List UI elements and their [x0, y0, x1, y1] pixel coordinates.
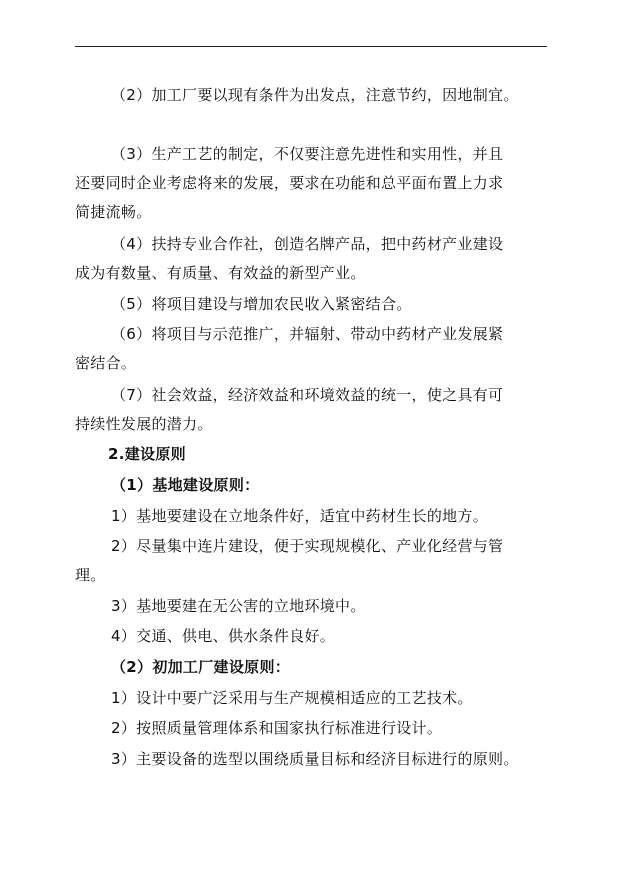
section-heading-construction-principles: 2.建设原则 [108, 445, 186, 463]
base-rule-2-line-1: 2）尽量集中连片建设，便于实现规模化、产业化经营与管 [111, 537, 504, 555]
paragraph-item-3-line-3: 简捷流畅。 [75, 203, 152, 221]
paragraph-item-4-line-2: 成为有数量、有质量、有效益的新型产业。 [75, 264, 366, 282]
subheading-base-principles: （1）基地建设原则： [111, 476, 260, 494]
paragraph-item-7-line-2: 持续性发展的潜力。 [75, 415, 213, 433]
paragraph-item-7-line-1: （7）社会效益，经济效益和环境效益的统一，使之具有可 [111, 386, 504, 404]
base-rule-4: 4）交通、供电、供水条件良好。 [111, 627, 336, 645]
plant-rule-1: 1）设计中要广泛采用与生产规模相适应的工艺技术。 [111, 689, 473, 707]
paragraph-item-6-line-2: 密结合。 [75, 354, 137, 372]
base-rule-3: 3）基地要建在无公害的立地环境中。 [111, 597, 366, 615]
base-rule-1: 1）基地要建设在立地条件好，适宜中药材生长的地方。 [111, 507, 489, 525]
base-rule-2-line-2: 理。 [75, 566, 106, 584]
paragraph-item-3-line-1: （3）生产工艺的制定，不仅要注意先进性和实用性，并且 [111, 145, 504, 163]
paragraph-item-3-line-2: 还要同时企业考虑将来的发展，要求在功能和总平面布置上力求 [75, 174, 504, 192]
header-rule [75, 46, 547, 47]
plant-rule-2: 2）按照质量管理体系和国家执行标准进行设计。 [111, 719, 443, 737]
subheading-processing-plant-principles: （2）初加工厂建设原则： [111, 658, 291, 676]
paragraph-item-6-line-1: （6）将项目与示范推广，并辐射、带动中药材产业发展紧 [111, 325, 504, 343]
paragraph-item-5-line-1: （5）将项目建设与增加农民收入紧密结合。 [111, 295, 412, 313]
paragraph-item-2-line-1: （2）加工厂要以现有条件为出发点，注意节约，因地制宜。 [111, 86, 519, 104]
paragraph-item-4-line-1: （4）扶持专业合作社，创造名牌产品，把中药材产业建设 [111, 235, 504, 253]
plant-rule-3: 3）主要设备的选型以围绕质量目标和经济目标进行的原则。 [111, 750, 519, 768]
